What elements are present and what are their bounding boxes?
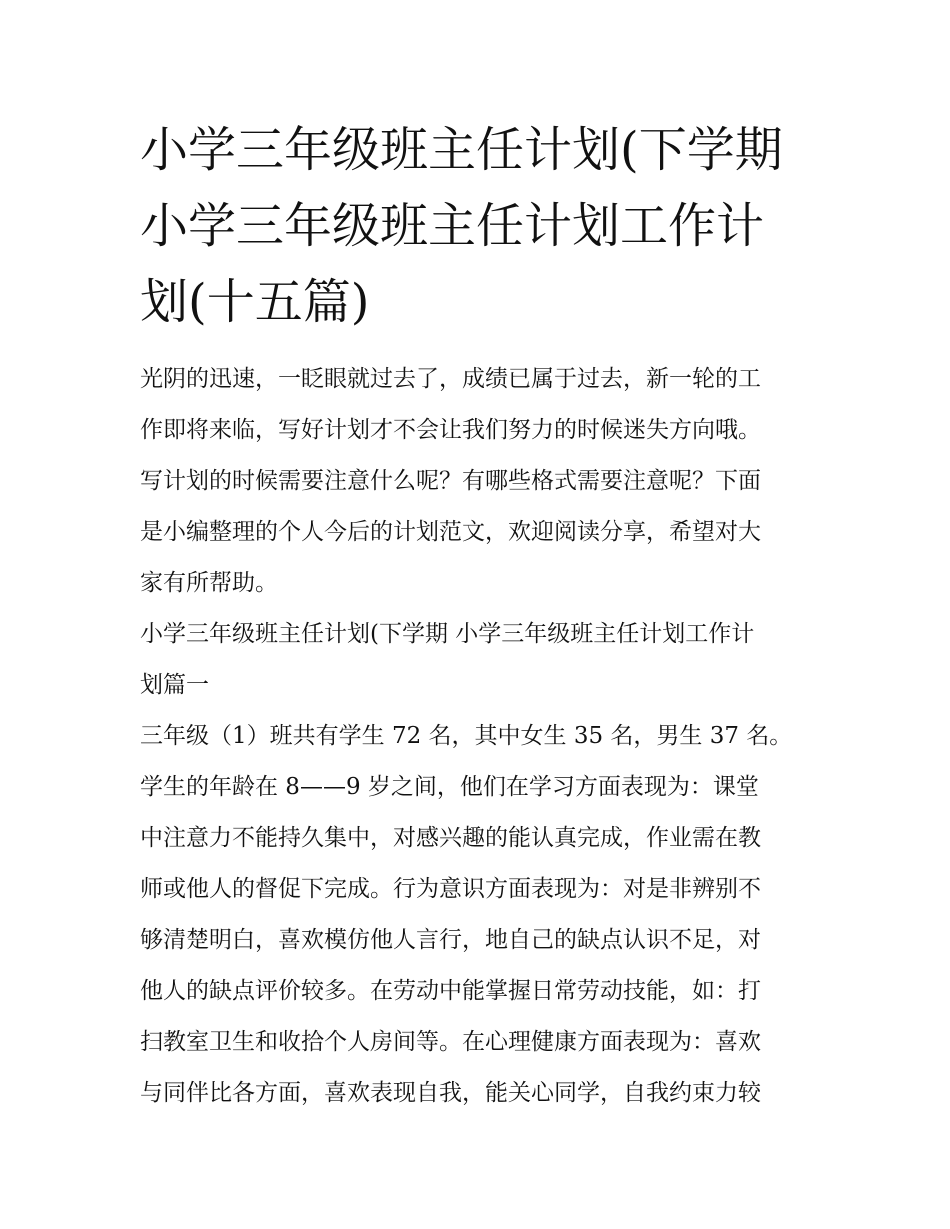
intro-paragraph bbox=[140, 354, 820, 609]
intro-line: 作即将来临，写好计划才不会让我们努力的时候迷失方向哦。 bbox=[140, 417, 761, 443]
section-heading bbox=[140, 609, 820, 711]
paragraph-line: 够清楚明白，喜欢模仿他人言行，地自己的缺点认识不足，对 bbox=[140, 927, 761, 953]
intro-line: 家有所帮助。 bbox=[140, 570, 278, 596]
intro-line: 光阴的迅速，一眨眼就过去了，成绩已属于过去，新一轮的工 bbox=[140, 366, 761, 392]
section-heading-line: 划篇一 bbox=[140, 672, 209, 698]
intro-line: 是小编整理的个人今后的计划范文，欢迎阅读分享，希望对大 bbox=[140, 519, 761, 545]
document-title bbox=[140, 112, 820, 340]
paragraph-line: 他人的缺点评价较多。在劳动中能掌握日常劳动技能，如：打 bbox=[140, 978, 761, 1004]
section-heading-line: 小学三年级班主任计划(下学期 小学三年级班主任计划工作计 bbox=[140, 621, 755, 647]
class-description-paragraph bbox=[140, 711, 820, 1119]
title-line: 划(十五篇) bbox=[140, 274, 370, 330]
paragraph-line: 三年级（1）班共有学生 72 名，其中女生 35 名，男生 37 名。 bbox=[140, 723, 793, 749]
intro-line: 写计划的时候需要注意什么呢？有哪些格式需要注意呢？下面 bbox=[140, 468, 761, 494]
title-line: 小学三年级班主任计划工作计 bbox=[140, 198, 765, 254]
paragraph-line: 与同伴比各方面，喜欢表现自我，能关心同学，自我约束力较 bbox=[140, 1080, 761, 1106]
paragraph-line: 中注意力不能持久集中，对感兴趣的能认真完成，作业需在教 bbox=[140, 825, 761, 851]
title-line: 小学三年级班主任计划(下学期 bbox=[140, 122, 783, 178]
paragraph-line: 学生的年龄在 8——9 岁之间，他们在学习方面表现为：课堂 bbox=[140, 774, 759, 800]
document-body bbox=[140, 354, 820, 1119]
paragraph-line: 师或他人的督促下完成。行为意识方面表现为：对是非辨别不 bbox=[140, 876, 761, 902]
paragraph-line: 扫教室卫生和收拾个人房间等。在心理健康方面表现为：喜欢 bbox=[140, 1029, 761, 1055]
